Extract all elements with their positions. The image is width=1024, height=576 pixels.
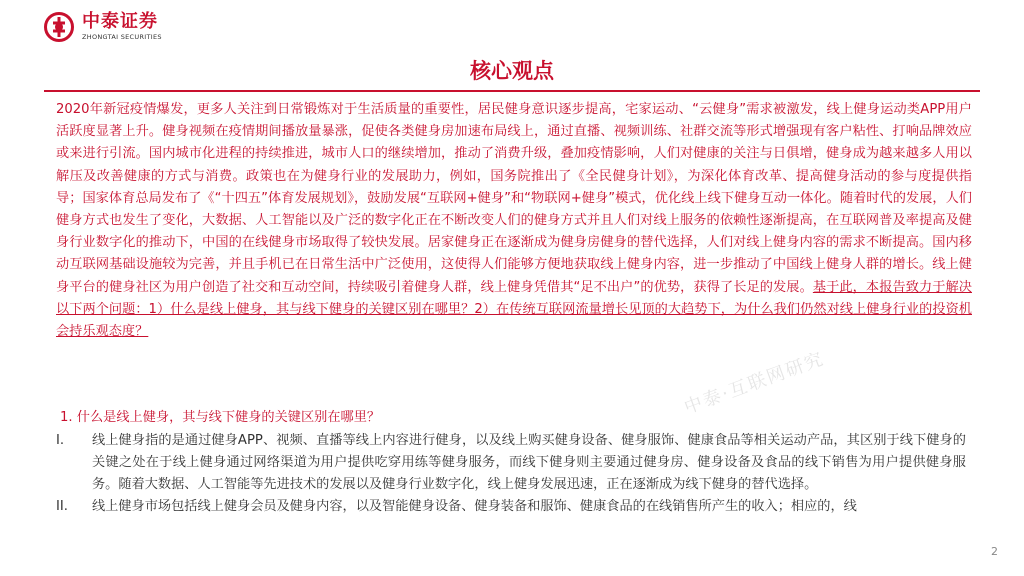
intro-text: 2020年新冠疫情爆发，更多人关注到日常锻炼对于生活质量的重要性，居民健身意识逐步提高，宅家运动、“云健身”需求被激发，线上健身运动类APP用户活跃度显著上升。健身视频在疫情期间播放量暴涨，促使各类健身房加速布局线上，通过直播、视频训练、社群交流等形式增强现有客户粘性、打响品牌效应或来进行引流。国内城市化进程的持续推进，城市人口的继续增加，推动了消费升级，叠加疫情影响，人们对健康的关注与日俱增，健身成为越来越多人用以解压及改善健康的方式与消费。政策也在为健身行业的发展助力，例如，国务院推出了《全民健身计划》，为深化体育改革、提高健身活动的参与度提供指导；国家体育总局发布了《“十四五”体育发展规划》，鼓励发展“互联网+健身”和“物联网+健身”模式，优化线上线下健身互动一体化。随着时代的发展，人们健身方式也发生了变化，大数据、人工智能以及广泛的数字化正在不断改变人们的健身方式并且人们对线上服务的依赖性逐渐提高，在互联网普及率提高及健身行业数字化的推动下，中国的在线健身市场取得了较快发展。居家健身正在逐渐成为健身房健身的替代选择，人们对线上健身内容的需求不断提高。国内移动互联网基础设施较为完善，并且手机已在日常生活中广泛使用，这使得人们能够方便地获取线上健身内容，进一步推动了中国线上健身人群的增长。线上健身平台的健身社区为用户创造了社交和互动空间，持续吸引着健身人群，线上健身凭借其“足不出户”的优势，获得了长足的发展。 <box>56 102 972 295</box>
list-item-text: 线上健身市场包括线上健身会员及健身内容，以及智能健身设备、健身装备和服饰、健康食品的在线销售所产生的收入；相应的，线 <box>92 499 857 514</box>
list-item-marker: II. <box>56 499 68 514</box>
logo-english-name: ZHONGTAI SECURITIES <box>82 33 162 42</box>
list-item <box>56 430 966 496</box>
item-list <box>56 430 966 518</box>
question-heading: 1. 什么是线上健身，其与线下健身的关键区别在哪里？ <box>60 410 381 425</box>
zhongtai-logo-icon <box>44 12 74 42</box>
slide-title: 核心观点 <box>470 59 554 83</box>
intro-underlined-text: 基于此，本报告致力于解决以下两个问题：1）什么是线上健身，其与线下健身的关键区别在哪里？2）在传统互联网流量增长见顶的大趋势下，为什么我们仍然对线上健身行业的投资机会持乐观态度？ <box>56 279 972 340</box>
intro-paragraph <box>56 99 972 343</box>
title-divider <box>44 90 980 92</box>
list-item-marker: I. <box>56 433 65 448</box>
logo-chinese-name: 中泰证券 <box>82 11 158 33</box>
list-item <box>56 496 966 518</box>
list-item-text: 线上健身指的是通过健身APP、视频、直播等线上内容进行健身，以及线上购买健身设备、健身服饰、健康食品等相关运动产品，其区别于线下健身的关键之处在于线上健身通过网络渠道为用户提供吃穿用练等健身服务，而线下健身则主要通过健身房、健身设备及食品的线下销售为用户提供健身服务。随着大数据、人工智能等先进技术的发展以及健身行业数字化，线上健身发展迅速，正在逐渐成为线下健身的替代选择。 <box>92 433 966 492</box>
page-number: 2 <box>991 545 998 558</box>
watermark: 中泰·互联网研究 <box>681 348 828 419</box>
company-logo <box>44 12 162 42</box>
